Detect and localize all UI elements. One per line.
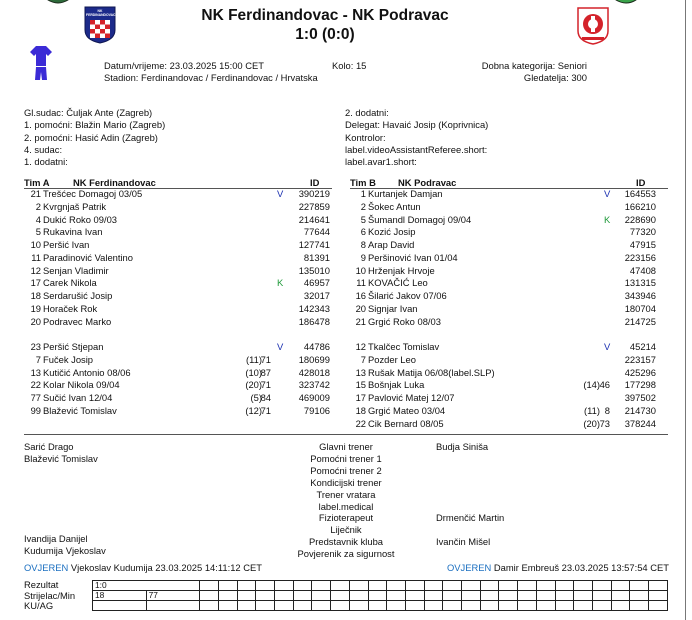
- official-line: label.videoAssistantReferee.short:: [345, 143, 488, 155]
- player-name: Arap David: [368, 239, 415, 250]
- score-grid-cell: [499, 601, 518, 611]
- player-name: Pavlović Matej 12/07: [368, 392, 455, 403]
- score-grid-cell: [405, 591, 424, 601]
- player-number: 10: [30, 239, 41, 250]
- player-number: 20: [30, 315, 41, 327]
- staff-role: Trener vratara: [316, 488, 376, 500]
- score-grid-cell: [499, 581, 518, 591]
- player-id: 186478: [298, 315, 330, 327]
- player-number: 17: [30, 277, 41, 289]
- score-grid-cell: [146, 601, 200, 611]
- player-number: 21: [30, 188, 41, 199]
- player-name: Trešćec Domagoj 03/05: [43, 188, 143, 199]
- player-number: 6: [360, 226, 366, 238]
- staff-name-home: Kudumija Vjekoslav: [24, 545, 106, 556]
- score-grid-cell: 77: [146, 591, 200, 601]
- official-line: label.avar1.short:: [345, 156, 417, 168]
- score-grid-cell: [536, 581, 555, 591]
- substitution-for: (5): [250, 392, 262, 403]
- score-grid-cell: [611, 601, 630, 611]
- player-id: 223157: [624, 353, 656, 365]
- score-grid-cell: [312, 581, 331, 591]
- player-number: 99: [30, 404, 41, 416]
- player-number: 18: [355, 404, 366, 416]
- goalkeeper-marker: V: [277, 188, 284, 199]
- team-a-name: NK Ferdinandovac: [73, 177, 156, 188]
- score-grid-cell: [368, 581, 387, 591]
- player-id: 343946: [624, 290, 656, 301]
- match-title: NK Ferdinandovac - NK Podravac: [201, 7, 449, 24]
- staff-role: Kondicijski trener: [310, 476, 382, 488]
- score-grid-cell: [331, 591, 350, 601]
- player-id: 44786: [303, 341, 330, 352]
- player-number: 17: [355, 392, 366, 403]
- score-grid-cell: [649, 581, 668, 591]
- player-name: Peršić Ivan: [43, 239, 90, 250]
- player-number: 22: [355, 417, 366, 429]
- score-grid-cell: [200, 581, 219, 591]
- score-grid-cell: [592, 581, 611, 591]
- player-id: 81391: [303, 251, 330, 263]
- score-grid-cell: [293, 581, 312, 591]
- score-grid-cell: [462, 601, 481, 611]
- staff-role: Liječnik: [330, 524, 362, 536]
- score-grid-cell: 18: [93, 591, 147, 601]
- captain-marker: K: [277, 277, 284, 289]
- player-id: 47915: [629, 239, 656, 250]
- player-number: 2: [360, 200, 366, 212]
- player-name: Grgić Roko 08/03: [368, 315, 441, 327]
- player-id: 390219: [298, 188, 330, 199]
- player-id: 214730: [624, 404, 656, 416]
- player-name: Šilarić Jakov 07/06: [368, 290, 447, 301]
- player-id: 166210: [624, 200, 656, 212]
- lineup-bottom-divider: [24, 434, 668, 435]
- player-id: 323742: [298, 379, 330, 391]
- score-grid-cell: [518, 601, 537, 611]
- goalkeeper-marker: V: [604, 188, 611, 199]
- substitution-minute: 71: [260, 404, 271, 416]
- official-line: Kontrolor:: [345, 131, 386, 143]
- staff-name-home: Ivandija Danijel: [24, 533, 88, 544]
- substitution-minute: 84: [260, 392, 271, 403]
- score-grid-cell: [368, 601, 387, 611]
- score-grid-cell: [424, 581, 443, 591]
- score-grid-cell: [536, 601, 555, 611]
- player-id: 180699: [298, 353, 330, 365]
- player-id: 47408: [629, 264, 656, 276]
- substitution-for: (10): [245, 366, 262, 378]
- verification-away-label: OVJEREN: [447, 562, 492, 573]
- verification-away: [447, 562, 669, 573]
- score-grid-row: [93, 581, 668, 591]
- score-grid-label-strijelac: Strijelac/Min: [24, 589, 76, 601]
- match-datetime: Datum/vrijeme: 23.03.2025 15:00 CET: [104, 60, 264, 71]
- score-grid-cell: [218, 581, 237, 591]
- score-grid-cell: [555, 591, 574, 601]
- score-grid-row: [93, 601, 668, 611]
- player-number: 11: [356, 277, 366, 289]
- player-name: Peršinović Ivan 01/04: [368, 251, 458, 263]
- player-number: 15: [355, 379, 366, 391]
- score-grid-cell: [93, 601, 147, 611]
- score-grid-cell: [237, 581, 256, 591]
- player-name: Fuček Josip: [43, 353, 94, 365]
- player-name: Rušak Matija 06/08(label.SLP): [368, 366, 495, 378]
- player-name: Senjan Vladimir: [43, 264, 109, 276]
- score-grid-label-rezultat: Rezultat: [24, 579, 59, 590]
- score-grid-cell: [331, 581, 350, 591]
- team-a-id-header: ID: [310, 177, 320, 188]
- captain-marker: K: [604, 213, 611, 225]
- official-line: 2. dodatni:: [345, 107, 389, 118]
- player-number: 7: [35, 353, 41, 365]
- shield-icon: [44, 0, 72, 6]
- player-id: 397502: [624, 392, 656, 403]
- match-category: Dobna kategorija: Seniori: [481, 60, 587, 71]
- substitution-for: (14): [583, 379, 600, 391]
- player-name: Serdarušić Josip: [43, 290, 113, 301]
- score-grid-cell: [630, 591, 649, 601]
- player-name: Rukavina Ivan: [43, 226, 103, 238]
- score-grid-cell: [536, 591, 555, 601]
- official-line: 2. pomoćni: Hasić Adin (Zagreb): [24, 131, 158, 143]
- player-number: 5: [35, 226, 41, 238]
- substitution-minute: 71: [260, 353, 271, 365]
- player-number: 4: [35, 213, 41, 225]
- player-number: 2: [35, 200, 41, 212]
- substitution-for: (20): [583, 417, 600, 429]
- player-name: Carek Nikola: [43, 277, 97, 289]
- score-grid-cell: 1:0: [93, 581, 200, 591]
- team-b-id-header: ID: [636, 177, 646, 188]
- player-name: Paradinović Valentino: [43, 251, 133, 263]
- score-grid-cell: [256, 601, 275, 611]
- player-name: Peršić Stjepan: [43, 341, 104, 352]
- score-grid-cell: [574, 591, 593, 601]
- score-grid-cell: [293, 591, 312, 601]
- staff-name-away: Drmenčić Martin: [436, 512, 505, 524]
- player-id: 131315: [624, 277, 656, 289]
- score-grid-cell: [218, 601, 237, 611]
- player-id: 425296: [624, 366, 656, 378]
- score-grid-cell: [405, 581, 424, 591]
- goalkeeper-marker: V: [604, 341, 611, 352]
- score-grid: [92, 580, 668, 611]
- score-grid-cell: [424, 591, 443, 601]
- player-name: Podravec Marko: [43, 315, 112, 327]
- score-grid-cell: [630, 601, 649, 611]
- substitution-minute: 87: [260, 366, 271, 378]
- score-grid-cell: [649, 591, 668, 601]
- home-kit-icon: [30, 46, 52, 82]
- player-name: Bošnjak Luka: [368, 379, 425, 391]
- player-id: 46957: [303, 277, 330, 289]
- player-name: Dukić Roko 09/03: [43, 213, 117, 225]
- player-number: 7: [360, 353, 366, 365]
- score-grid-labels: [24, 580, 75, 612]
- score-grid-label-ku-ag: KU/AG: [24, 600, 54, 611]
- score-grid-cell: [518, 581, 537, 591]
- score-grid-row: [93, 591, 668, 601]
- verification-home-label: OVJEREN: [24, 562, 69, 573]
- score-grid-cell: [518, 591, 537, 601]
- score-grid-cell: [424, 601, 443, 611]
- score-grid-cell: [649, 601, 668, 611]
- player-id: 228690: [624, 213, 656, 225]
- score-grid-cell: [200, 591, 219, 601]
- player-number: 22: [30, 379, 41, 391]
- player-id: 214641: [298, 213, 330, 225]
- score-grid-cell: [368, 591, 387, 601]
- official-line: Delegat: Havaić Josip (Koprivnica): [345, 119, 489, 131]
- player-number: 21: [355, 315, 366, 327]
- team-b-label: Tim B: [350, 177, 376, 188]
- home-crest-text: NK FERDINANDOVAC: [86, 9, 116, 17]
- player-number: 10: [355, 264, 366, 276]
- player-number: 12: [30, 264, 41, 276]
- player-number: 20: [355, 302, 366, 314]
- staff-name-away: Ivančin Mišel: [436, 536, 491, 548]
- player-number: 13: [355, 366, 366, 378]
- player-id: 180704: [624, 302, 656, 314]
- verification-home-text: Vjekoslav Kudumija 23.03.2025 14:11:12 CET: [70, 562, 262, 573]
- score-grid-cell: [611, 581, 630, 591]
- substitution-minute: 71: [260, 379, 271, 391]
- player-id: 378244: [624, 417, 656, 429]
- score-grid-cell: [387, 581, 406, 591]
- staff-name-away: Budja Siniša: [436, 441, 489, 452]
- player-number: 23: [30, 341, 41, 352]
- goalkeeper-marker: V: [277, 341, 284, 352]
- staff-role: Fizioterapeut: [318, 512, 374, 524]
- player-id: 32017: [303, 290, 330, 301]
- substitution-minute: 73: [599, 417, 610, 429]
- staff-role: Pomoćni trener 2: [310, 464, 382, 476]
- player-id: 77320: [629, 226, 656, 238]
- official-line: 4. sudac:: [24, 143, 63, 155]
- staff-role: Povjerenik za sigurnost: [297, 548, 395, 560]
- player-number: 1: [360, 188, 366, 199]
- score-grid-cell: [574, 601, 593, 611]
- score-grid-cell: [237, 591, 256, 601]
- staff-name-home: Sarić Drago: [24, 441, 74, 452]
- score-grid-cell: [405, 601, 424, 611]
- staff-role: Pomoćni trener 1: [310, 452, 382, 464]
- score-grid-cell: [480, 591, 499, 601]
- player-id: 469009: [298, 392, 330, 403]
- substitution-for: (20): [245, 379, 262, 391]
- player-name: Šokec Antun: [368, 200, 421, 212]
- player-number: 8: [360, 239, 366, 250]
- score-grid-cell: [630, 581, 649, 591]
- player-name: Sučić Ivan 12/04: [43, 392, 113, 403]
- player-number: 19: [30, 302, 41, 314]
- player-id: 142343: [298, 302, 330, 314]
- score-grid-cell: [200, 601, 219, 611]
- player-name: Kolar Nikola 09/04: [43, 379, 120, 391]
- score-grid-cell: [499, 591, 518, 601]
- player-number: 5: [360, 213, 366, 225]
- official-line: 1. pomoćni: Blažin Mario (Zagreb): [24, 119, 166, 131]
- team-b-name: NK Podravac: [398, 177, 457, 188]
- score-grid-cell: [611, 591, 630, 601]
- score-grid-cell: [480, 581, 499, 591]
- player-number: 18: [30, 290, 41, 301]
- score-grid-cell: [592, 601, 611, 611]
- score-grid-cell: [275, 581, 294, 591]
- player-id: 223156: [624, 251, 656, 263]
- match-round: Kolo: 15: [332, 60, 367, 71]
- score-grid-cell: [256, 591, 275, 601]
- staff-role: Glavni trener: [319, 441, 373, 452]
- score-grid-cell: [574, 581, 593, 591]
- score-grid-cell: [555, 581, 574, 591]
- player-name: Kutičić Antonio 08/06: [43, 366, 131, 378]
- player-id: 428018: [298, 366, 330, 378]
- player-id: 79106: [303, 404, 330, 416]
- player-id: 77644: [303, 226, 330, 238]
- player-name: Grgić Mateo 03/04: [368, 404, 446, 416]
- score-grid-cell: [555, 601, 574, 611]
- player-name: Horaček Rok: [43, 302, 98, 314]
- substitution-for: (12): [245, 404, 262, 416]
- player-id: 135010: [298, 264, 330, 276]
- match-score: 1:0 (0:0): [295, 26, 355, 43]
- player-name: Tkalčec Tomislav: [368, 341, 440, 352]
- player-number: 77: [30, 392, 41, 403]
- staff-name-home: Blažević Tomislav: [24, 452, 98, 464]
- score-grid-cell: [237, 601, 256, 611]
- player-id: 45214: [629, 341, 656, 352]
- score-grid-cell: [256, 581, 275, 591]
- player-id: 177298: [624, 379, 656, 391]
- score-grid-cell: [592, 591, 611, 601]
- player-id: 214725: [624, 315, 656, 327]
- score-grid-cell: [443, 591, 462, 601]
- player-name: Šumandl Domagoj 09/04: [368, 213, 472, 225]
- score-grid-cell: [443, 581, 462, 591]
- player-name: Kurtanjek Damjan: [368, 188, 443, 199]
- player-name: Pozder Leo: [368, 353, 416, 365]
- player-name: Kozić Josip: [368, 226, 416, 238]
- player-name: Cik Bernard 08/05: [368, 417, 444, 429]
- score-grid-cell: [218, 591, 237, 601]
- shield-icon: [612, 0, 640, 6]
- player-name: Kvrgnjaš Patrik: [43, 200, 107, 212]
- player-id: 127741: [298, 239, 330, 250]
- score-grid-cell: [480, 601, 499, 611]
- score-grid-cell: [349, 581, 368, 591]
- player-number: 16: [355, 290, 366, 301]
- player-name: Signjar Ivan: [368, 302, 418, 314]
- player-name: Blažević Tomislav: [43, 404, 117, 416]
- staff-role: label.medical: [318, 500, 374, 512]
- player-number: 11: [31, 251, 41, 263]
- score-grid-cell: [349, 591, 368, 601]
- score-grid-cell: [462, 581, 481, 591]
- score-grid-cell: [387, 601, 406, 611]
- score-grid-cell: [275, 601, 294, 611]
- score-grid-cell: [331, 601, 350, 611]
- score-grid-cell: [275, 591, 294, 601]
- score-grid-cell: [443, 601, 462, 611]
- score-grid-cell: [462, 591, 481, 601]
- player-number: 9: [360, 251, 366, 263]
- player-name: KOVAČIĆ Leo: [368, 277, 428, 289]
- substitution-for: (11): [246, 353, 262, 365]
- player-id: 164553: [624, 188, 656, 199]
- official-line: 1. dodatni:: [24, 156, 68, 168]
- score-grid-cell: [293, 601, 312, 611]
- match-stadium: Stadion: Ferdinandovac / Ferdinandovac / Hrvatska: [104, 72, 318, 83]
- verification-away-text: Damir Embreuš 23.03.2025 13:57:54 CET: [493, 562, 669, 573]
- substitution-for: (11): [584, 404, 600, 416]
- score-grid-cell: [349, 601, 368, 611]
- match-spectators: Gledatelja: 300: [523, 72, 587, 83]
- team-a-label: Tim A: [24, 177, 50, 188]
- player-name: Hrženjak Hrvoje: [368, 264, 435, 276]
- score-grid-cell: [312, 591, 331, 601]
- verification-home: [24, 562, 262, 573]
- official-line: Gl.sudac: Čuljak Ante (Zagreb): [24, 107, 153, 118]
- substitution-minute: 46: [599, 379, 610, 391]
- score-grid-cell: [312, 601, 331, 611]
- substitution-minute: 8: [604, 404, 610, 416]
- staff-role: Predstavnik kluba: [309, 536, 383, 548]
- player-id: 227859: [298, 200, 330, 212]
- player-number: 12: [355, 341, 366, 352]
- player-number: 13: [30, 366, 41, 378]
- score-grid-cell: [387, 591, 406, 601]
